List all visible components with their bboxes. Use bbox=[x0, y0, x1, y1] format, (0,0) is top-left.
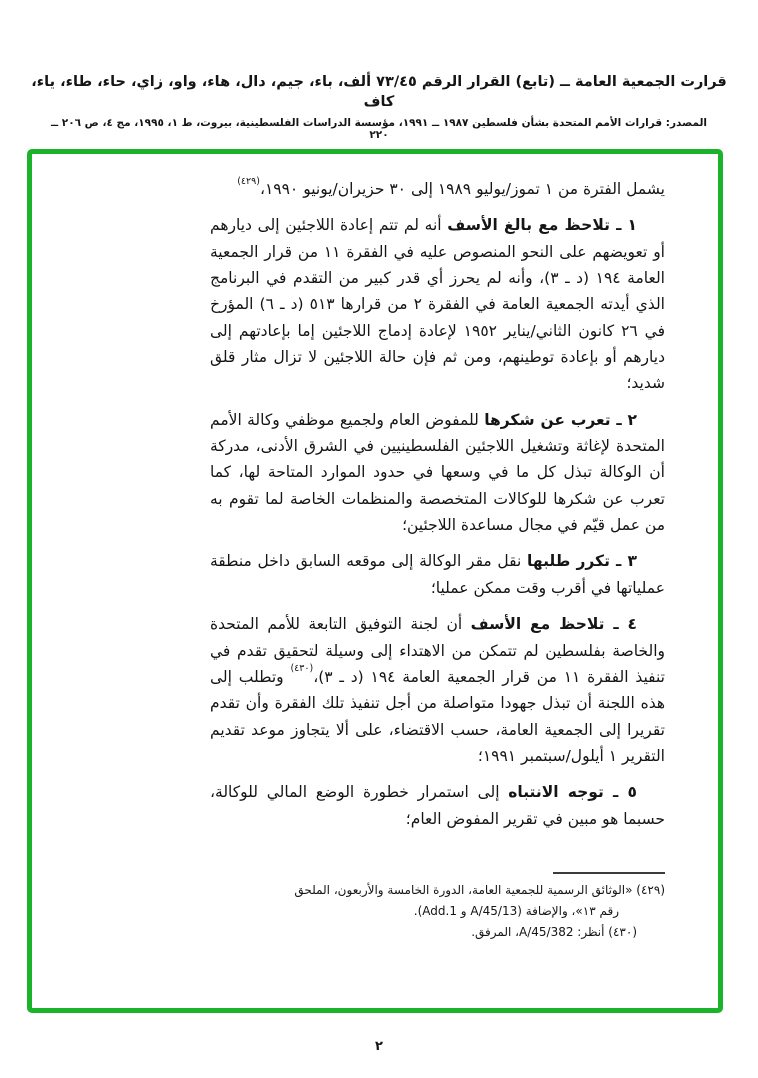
footnote-ref-429: (٤٢٩) bbox=[237, 175, 260, 187]
paragraph-text: للمفوض العام ولجميع موظفي وكالة الأمم المتحدة لإغاثة وتشغيل اللاجئين الفلسطينيين في الشرق الأدنى، مدركة أن الوكالة تبذل كل ما في وسعها في حدود الموارد المتاحة لها، كما تعرب عن شكرها للوكالات المتخصصة والمنظمات الخاصة لما تقوم به من عمل قيّم في مجال مساعدة اللاجئين؛ bbox=[210, 410, 665, 535]
paragraph-text: أنه لم تتم إعادة اللاجئين إلى ديارهم أو تعويضهم على النحو المنصوص عليه في الفقرة ١١ من قرار الجمعية العامة ١٩٤ (د ـ ٣)، وأنه لم يحرز أي قدر كبير من التقدم في البرنامج الذي أيدته الجمعية العامة في الفقرة ٢ من قرارها ٥١٣ (د ـ ٦) المؤرخ في ٢٦ كانون الثاني/يناير ١٩٥٢ لإعادة إدماج اللاجئين إما بإعادتهم إلى ديارهم أو بإعادة توطينهم، ومن ثم فإن حالة اللاجئين لا تزال مثار قلق شديد؛ bbox=[210, 216, 665, 393]
footnote-item-430: (٤٣٠) أنظر: A/45/382، المرفق. bbox=[471, 925, 637, 939]
resolution-paragraph-1 bbox=[210, 212, 665, 396]
resolution-paragraph-4 bbox=[210, 611, 665, 769]
paragraph-lead: تلاحظ مع بالغ الأسف bbox=[447, 216, 610, 235]
paragraph-lead: تلاحظ مع الأسف bbox=[470, 615, 605, 634]
paragraph-number: ٣ ـ bbox=[609, 552, 637, 571]
paragraph-text: إلى استمرار خطورة الوضع المالي للوكالة، حسبما هو مبين في تقرير المفوض العام؛ bbox=[210, 783, 665, 828]
resolution-paragraph-3 bbox=[210, 548, 665, 601]
paragraph-text-after: وتطلب إلى هذه اللجنة أن تبذل جهودا متواصلة من أجل تنفيذ تلك الفقرة وأن تقدم تقريرا إلى الجمعية العامة، حسب الاقتضاء، على ألا يتجاوز موعد تقديم التقرير ١ أيلول/سبتمبر ١٩٩١؛ bbox=[210, 667, 665, 765]
paragraph-text: أن لجنة التوفيق التابعة للأمم المتحدة والخاصة بفلسطين لم تتمكن من الاهتداء إلى وسيلة لتحقيق تقدم في تنفيذ الفقرة ١١ من قرار الجمعية العامة ١٩٤ (د ـ ٣)، bbox=[210, 615, 665, 686]
footnotes-section bbox=[293, 872, 665, 943]
header-title: قرارت الجمعية العامة ــ (تابع) القرار الرقم ٧٣/٤٥ ألف، باء، جيم، دال، هاء، واو، زاي، حاء، طاء، ياء، كاف bbox=[31, 74, 727, 111]
paragraph-number: ٤ ـ bbox=[604, 615, 637, 634]
resolution-text-column bbox=[210, 176, 665, 842]
footnote-item-429: (٤٢٩) «الوثائق الرسمية للجمعية العامة، الدورة الخامسة والأربعون، الملحق رقم ١٣»، والإضافة (A/45/13 و Add.1). bbox=[294, 883, 665, 918]
intro-paragraph bbox=[210, 176, 665, 202]
paragraph-text: نقل مقر الوكالة إلى موقعه السابق داخل منطقة عملياتها في أقرب وقت ممكن عمليا؛ bbox=[210, 552, 665, 597]
footnote-separator bbox=[553, 872, 665, 874]
content-frame bbox=[27, 149, 723, 1013]
intro-text: يشمل الفترة من ١ تموز/يوليو ١٩٨٩ إلى ٣٠ حزيران/يونيو ١٩٩٠، bbox=[259, 180, 665, 198]
paragraph-lead: توجه الانتباه bbox=[508, 783, 604, 802]
footnote-ref-430: (٤٣٠) bbox=[290, 663, 314, 675]
resolution-paragraph-5 bbox=[210, 779, 665, 832]
paragraph-lead: تعرب عن شكرها bbox=[484, 410, 611, 429]
header-source: المصدر: قرارات الأمم المتحدة بشأن فلسطين ١٩٨٧ ــ ١٩٩١، مؤسسة الدراسات الفلسطينية، بيروت، ط ١، ١٩٩٥، مج ٤، ص ٢٠٦ ــ ٢٢٠ bbox=[50, 116, 708, 141]
paragraph-lead: تكرر طلبها bbox=[527, 552, 610, 571]
page-number: ٢ bbox=[375, 1039, 383, 1054]
paragraph-number: ١ ـ bbox=[609, 216, 637, 235]
resolution-paragraph-2 bbox=[210, 407, 665, 539]
document-header bbox=[0, 72, 758, 141]
paragraph-number: ٢ ـ bbox=[610, 410, 637, 429]
paragraph-number: ٥ ـ bbox=[603, 783, 638, 802]
